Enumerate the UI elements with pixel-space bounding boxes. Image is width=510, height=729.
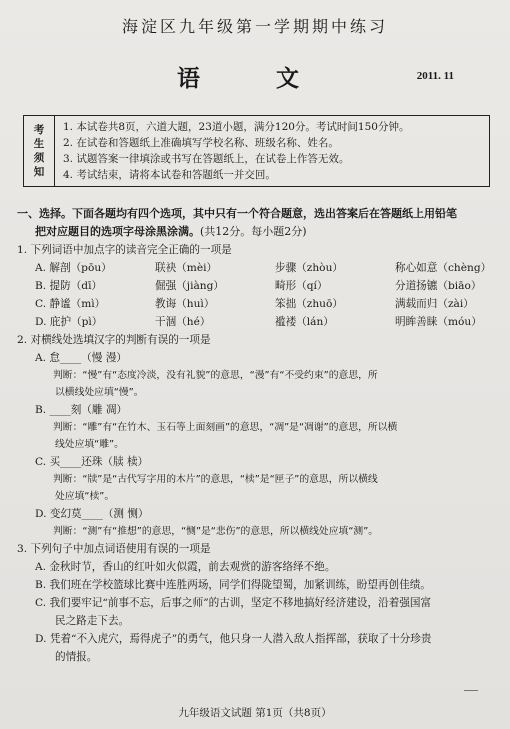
- question-1-options: [17, 259, 495, 331]
- question-2-option-c: C. 买____还珠（牍 椟）: [35, 456, 149, 468]
- option: B. 提防（dī）: [35, 280, 103, 292]
- judgement-text-cont: 线处应填“雕”。: [55, 439, 124, 450]
- option: 笨拙（zhuō）: [275, 298, 343, 310]
- notice-item: 2. 在试卷和答题纸上准确填写学校名称、班级名称、姓名。: [63, 137, 339, 149]
- judgement-text: 判断：“牍”是“古代写字用的木片”的意思，“椟”是“匣子”的意思，所以横线: [53, 474, 378, 485]
- judgement-text: 判断：“测”有“推想”的意思，“恻”是“悲伤”的意思，所以横线处应填“测”。: [53, 526, 379, 537]
- option: D. 庇护（pì）: [35, 316, 103, 328]
- question-3-option-d: D. 凭着“不入虎穴，焉得虎子”的勇气，他只身一人潜入敌人指挥部，获取了十分珍贵: [35, 633, 432, 645]
- margin-mark: [464, 690, 478, 691]
- exam-date: 2011. 11: [416, 70, 454, 82]
- option: 满载而归（zài）: [395, 298, 474, 310]
- question-3-option-c-cont: 民之路走下去。: [55, 615, 130, 627]
- notice-item: 3. 试题答案一律填涂或书写在答题纸上，在试卷上作答无效。: [63, 153, 350, 165]
- judgement-text-cont: 以横线处应填“慢”。: [55, 387, 144, 398]
- candidate-notice-box: [23, 115, 490, 187]
- option: 倔强（jiàng）: [155, 280, 224, 292]
- question-3-stem: 3. 下列句子中加点词语使用有误的一项是: [17, 543, 211, 555]
- question-3-option-d-cont: 的情报。: [55, 651, 98, 663]
- option: C. 静谧（mì）: [35, 298, 106, 310]
- question-2-stem: 2. 对横线处选填汉字的判断有误的一项是: [17, 334, 211, 346]
- option: 畸形（qí）: [275, 280, 328, 292]
- option: 分道扬镳（biāo）: [395, 280, 482, 292]
- judgement-text: 判断：“慢”有“态度冷淡，没有礼貌”的意思，“漫”有“不受约束”的意思，所: [53, 370, 378, 381]
- exam-body: [17, 205, 495, 666]
- question-2-option-a: A. 怠____（慢 漫）: [35, 352, 127, 364]
- subject-title: 语 文: [176, 65, 333, 92]
- question-3-option-b: B. 我们班在学校篮球比赛中连胜两场，同学们得陇望蜀，加紧训练，盼望再创佳绩。: [35, 579, 431, 591]
- question-2-option-b: B. ____刻（雕 凋）: [35, 404, 128, 416]
- question-2-option-d: D. 变幻莫____（测 恻）: [35, 508, 149, 520]
- section-heading-cont: 把对应题目的选项字母涂黑涂满。(共12分。每小题2分): [35, 225, 307, 238]
- option: 干涸（hé）: [155, 316, 211, 328]
- option: A. 解剖（pōu）: [35, 262, 112, 274]
- question-3-option-c: C. 我们要牢记“前事不忘，后事之师”的古训，坚定不移地搞好经济建设，沿着强国富: [35, 597, 432, 609]
- notice-label: 考 生 须 知: [24, 116, 55, 186]
- question-3-option-a: A. 金秋时节，香山的红叶如火似霞，前去观赏的游客络绎不绝。: [35, 561, 336, 573]
- option: 联袂（mèi）: [155, 262, 218, 274]
- notice-item: 1. 本试卷共8页，六道大题，23道小题，满分120分。考试时间150分钟。: [63, 121, 410, 133]
- notice-items: [55, 116, 489, 186]
- option: 步骤（zhòu）: [275, 262, 343, 274]
- option: 称心如意（chèng）: [395, 262, 492, 274]
- section-heading: 一、选择。下面各题均有四个选项，其中只有一个符合题意，选出答案后在答题纸上用铅笔: [17, 207, 457, 220]
- notice-item: 4. 考试结束，请将本试卷和答题纸一并交回。: [63, 169, 276, 181]
- exam-title: 海淀区九年级第一学期期中练习: [121, 17, 388, 36]
- judgement-text-cont: 处应填“椟”。: [55, 491, 115, 502]
- option: 褴褛（lán）: [275, 316, 334, 328]
- page-footer: 九年级语文试题 第1页（共8页）: [178, 707, 332, 719]
- question-1-stem: 1. 下列词语中加点字的读音完全正确的一项是: [17, 244, 232, 256]
- judgement-text: 判断：“雕”有“在竹木、玉石等上面刻画”的意思，“凋”是“凋谢”的意思，所以横: [53, 422, 398, 433]
- option: 明眸善睐（móu）: [395, 316, 482, 328]
- option: 教诲（huì）: [155, 298, 215, 310]
